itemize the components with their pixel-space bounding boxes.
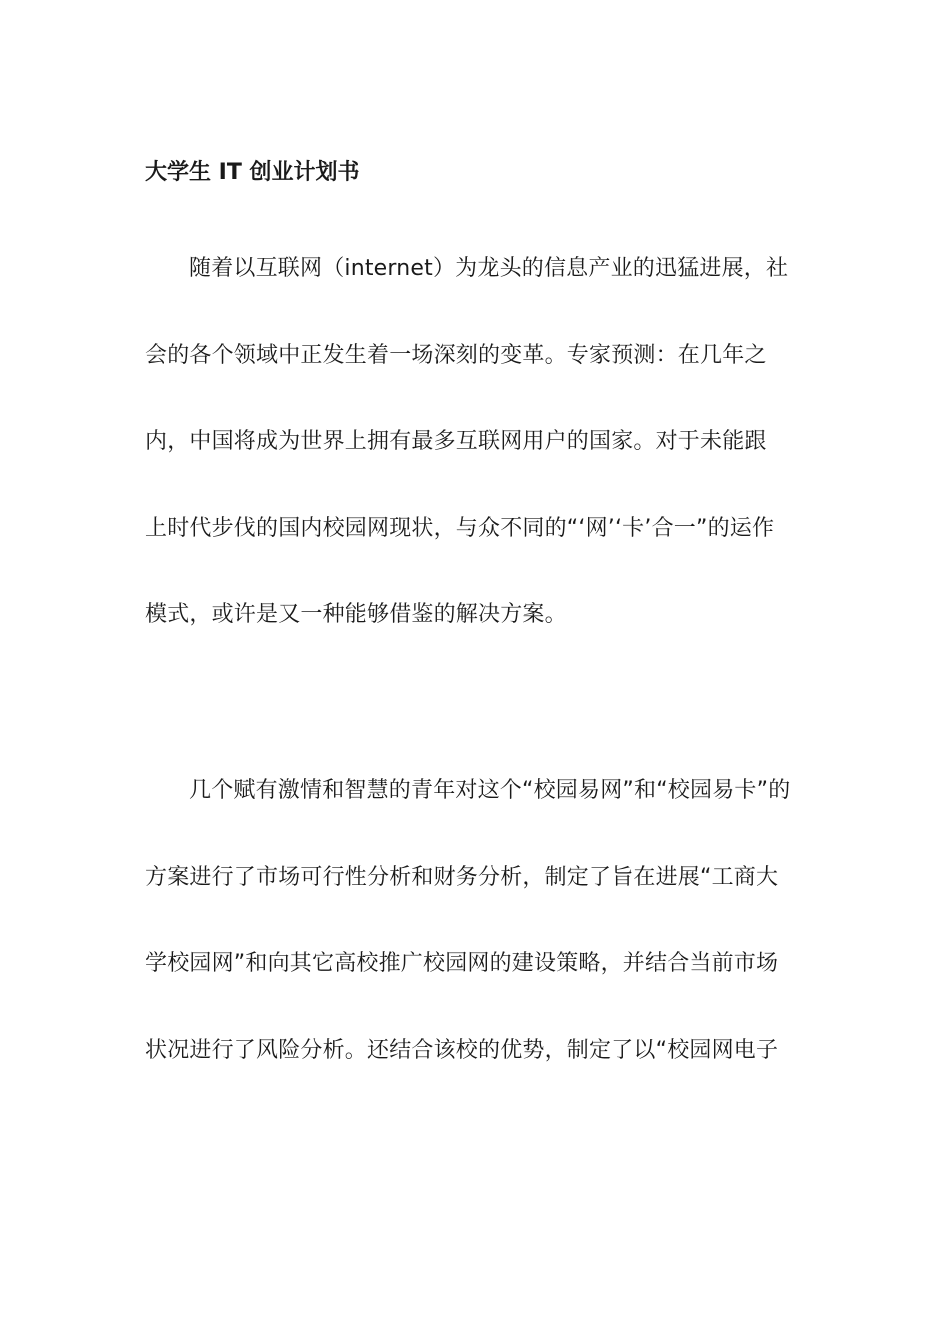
paragraph-line: 模式，或许是又一种能够借鉴的解决方案。 <box>145 602 567 627</box>
paragraph-line: 几个赋有激情和智慧的青年对这个“校园易网”和“校园易卡”的 <box>189 778 791 803</box>
paragraph-line: 方案进行了市场可行性分析和财务分析，制定了旨在进展“工商大 <box>145 865 779 890</box>
paragraph-line: 状况进行了风险分析。还结合该校的优势，制定了以“校园网电子 <box>145 1038 779 1063</box>
document-title: 大学生 IT 创业计划书 <box>145 160 360 185</box>
paragraph-line: 上时代步伐的国内校园网现状，与众不同的“‘网’‘卡’合一”的运作 <box>145 516 775 541</box>
paragraph-line: 内，中国将成为世界上拥有最多互联网用户的国家。对于未能跟 <box>145 429 767 454</box>
paragraph-line: 会的各个领域中正发生着一场深刻的变革。专家预测：在几年之 <box>145 343 767 368</box>
paragraph-line: 随着以互联网（internet）为龙头的信息产业的迅猛进展，社 <box>189 256 789 281</box>
paragraph-line: 学校园网”和向其它高校推广校园网的建设策略，并结合当前市场 <box>145 951 779 976</box>
